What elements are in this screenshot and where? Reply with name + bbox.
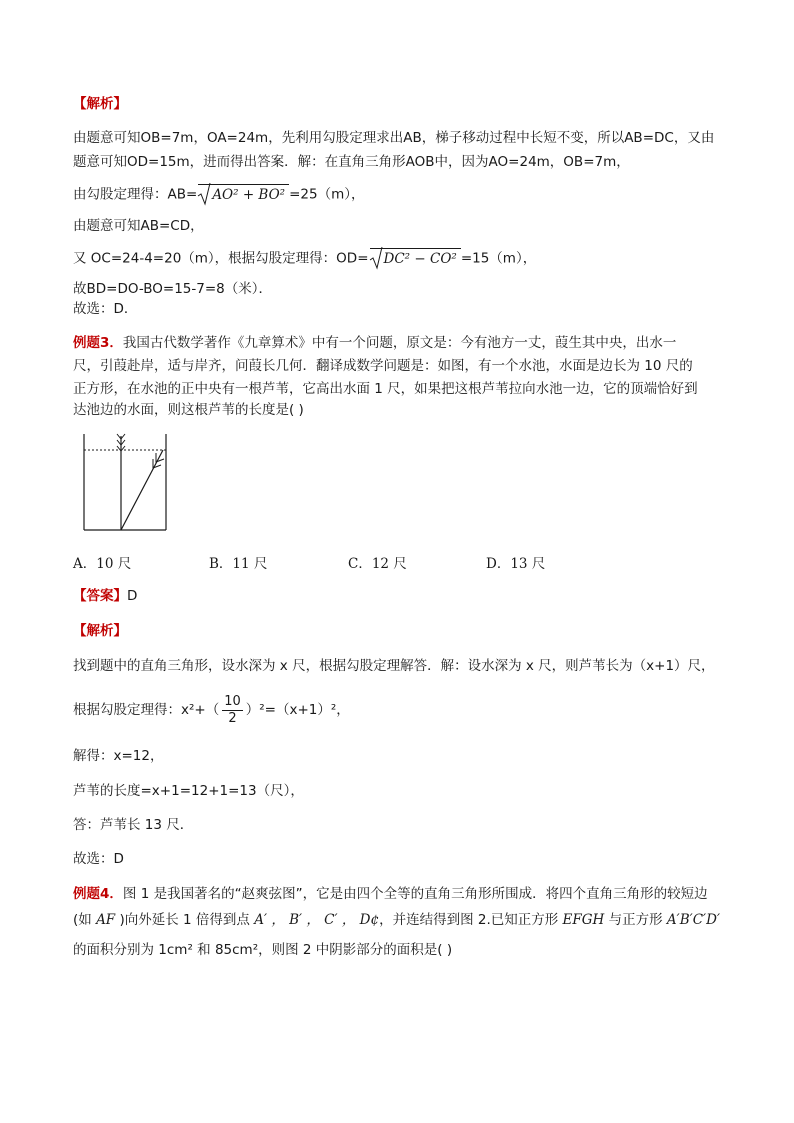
pythagoras-line-od	[73, 248, 536, 269]
pythagoras-suffix: ）²=（x+1）²，	[245, 702, 350, 718]
analysis-line: 由题意可知AB=CD，	[73, 218, 204, 234]
math-abcd: A′B′C′D′	[666, 912, 721, 928]
sqrt-expression	[197, 184, 289, 205]
example-text: 图 1 是我国著名的“赵爽弦图”，它是由四个全等的直角三角形所围成．将四个直角三角形的较短边	[122, 886, 708, 902]
analysis-line: 找到题中的直角三角形，设水深为 x 尺，根据勾股定理解答．解：设水深为 x 尺，则芦苇长为（x+1）尺，	[73, 658, 715, 674]
text-run: )向外延长 1 倍得到点	[115, 912, 255, 928]
choice-line: 故选：D．	[73, 301, 138, 317]
pythagoras-prefix: 根据勾股定理得：x²+（	[73, 702, 220, 718]
example4-line	[73, 910, 720, 930]
option-d: D．13 尺	[486, 556, 546, 572]
fraction	[222, 694, 243, 727]
example3-line: 尺，引葭赴岸，适与岸齐，问葭长几何．翻译成数学问题是：如图，有一个水池，水面是边长为 10 尺的	[73, 358, 693, 374]
pythagoras-suffix: =15（m），	[460, 250, 537, 267]
analysis-line: 由题意可知OB=7m，OA=24m，先利用勾股定理求出AB，梯子移动过程中长短不变，所以AB=DC，又由	[73, 130, 715, 146]
analysis-header: 【解析】	[73, 623, 127, 639]
choice-line: 故选：D	[73, 851, 124, 867]
text-run: (如	[73, 912, 97, 928]
pythagoras-prefix: 由勾股定理得：AB=	[73, 186, 198, 203]
answer-value: D	[127, 588, 138, 604]
example-label: 例题4．	[73, 886, 123, 902]
pythagoras-suffix: =25（m），	[289, 186, 365, 203]
analysis-line: 故BD=DO-BO=15-7=8（米）．	[73, 281, 273, 297]
pythagoras-prefix: 又 OC=24-4=20（m），根据勾股定理得：OD=	[73, 250, 369, 267]
example4-line: 的面积分别为 1cm² 和 85cm²，则图 2 中阴影部分的面积是( )	[73, 942, 453, 958]
math-efgh: EFGH	[562, 912, 605, 928]
length-line: 芦苇的长度=x+1=12+1=13（尺），	[73, 783, 304, 799]
pythagoras-fraction-line	[73, 692, 350, 728]
option-b: B．11 尺	[209, 556, 268, 572]
option-a: A．10 尺	[73, 556, 132, 572]
option-c: C．12 尺	[348, 556, 407, 572]
example3-line: 正方形，在水池的正中央有一根芦苇，它高出水面 1 尺，如果把这根芦苇拉向水池一边，它的顶端恰好到	[73, 381, 698, 397]
answer-line	[73, 586, 137, 606]
text-run: ，并连结得到图 2.已知正方形	[379, 912, 563, 928]
answer-text-line: 答：芦苇长 13 尺．	[73, 817, 194, 833]
math-points: A′ ， B′ ， C′ ， D¢	[254, 912, 380, 928]
sqrt-expression	[369, 248, 461, 269]
pythagoras-line-ab	[73, 184, 364, 205]
math-af: AF	[96, 912, 116, 928]
reed-pool-figure	[80, 428, 172, 532]
text-run: 与正方形	[604, 912, 667, 928]
radicand: DC² − CO²	[370, 248, 461, 269]
example-label: 例题3．	[73, 335, 123, 351]
analysis-line: 题意可知OD=15m，进而得出答案．解：在直角三角形AOB中，因为AO=24m，OB=7m，	[73, 154, 630, 170]
example3-line: 达池边的水面，则这根芦苇的长度是( )	[73, 402, 304, 418]
answer-header: 【答案】	[73, 588, 127, 604]
example4-line	[73, 884, 708, 904]
radicand: AO² + BO²	[198, 184, 289, 205]
example-text: 我国古代数学著作《九章算术》中有一个问题，原文是：今有池方一丈，葭生其中央，出水一	[122, 335, 677, 351]
solve-line: 解得：x=12，	[73, 748, 164, 764]
fraction-denominator: 2	[228, 710, 237, 726]
example3-line	[73, 333, 676, 353]
fraction-numerator: 10	[224, 693, 241, 709]
analysis-header: 【解析】	[73, 96, 127, 112]
